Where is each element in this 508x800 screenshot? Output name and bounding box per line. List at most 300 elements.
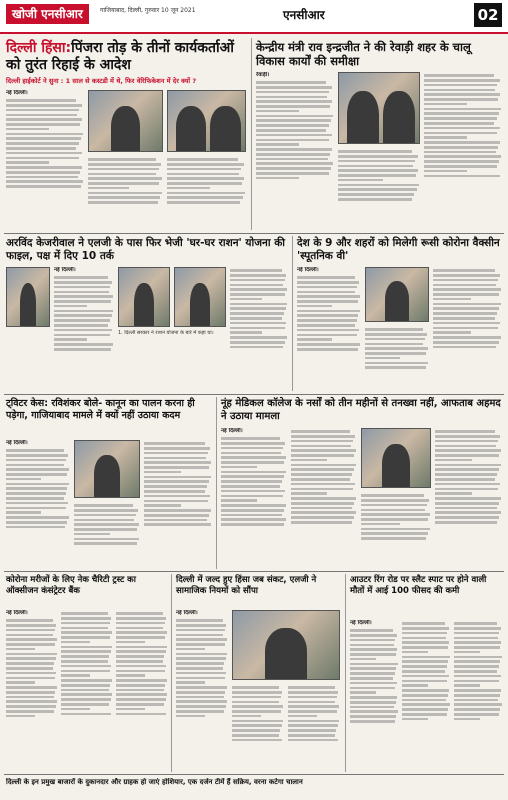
text-line (297, 334, 357, 337)
text-line (6, 109, 79, 112)
text-line (232, 734, 279, 737)
story-body-col2 (74, 502, 140, 568)
text-line (256, 162, 333, 165)
masthead-logo: खोजी एनसीआर (6, 4, 89, 24)
text-line (167, 196, 243, 199)
text-line (350, 696, 397, 699)
text-line (54, 319, 110, 322)
text-line (402, 641, 449, 644)
byline: नई दिल्ली। (297, 267, 319, 273)
text-line (221, 485, 280, 488)
text-line (297, 276, 355, 279)
text-line (61, 670, 110, 673)
text-line (116, 631, 167, 634)
text-line (338, 155, 418, 158)
text-line (402, 637, 446, 640)
story-body-col2 (338, 148, 420, 230)
text-line (232, 686, 279, 689)
text-line (433, 312, 497, 315)
text-line (350, 701, 396, 704)
text-line (116, 641, 145, 644)
text-line (54, 300, 111, 303)
text-line (288, 734, 335, 737)
text-line (288, 691, 338, 694)
story-body-col2 (232, 684, 284, 770)
text-line (435, 440, 498, 443)
text-line (176, 686, 227, 689)
text-line (61, 708, 90, 711)
text-line (424, 103, 467, 106)
text-line (6, 715, 35, 718)
text-line (54, 314, 112, 317)
text-line (230, 327, 285, 330)
text-line (167, 192, 245, 195)
story-subhead: दिल्ली हाईकोर्ट ने सुना : 1 साल से कस्टडी में थे, फिर वेरिफिकेशन में देर क्यों ? (6, 77, 197, 85)
text-line (435, 502, 499, 505)
text-line (6, 147, 76, 150)
text-line (6, 137, 81, 140)
story-photo-3 (174, 267, 226, 327)
text-line (424, 155, 501, 158)
text-line (433, 336, 501, 339)
text-line (232, 729, 280, 732)
text-line (361, 532, 428, 535)
text-line (176, 677, 225, 680)
story-headline: केन्द्रीय मंत्री राव इन्द्रजीत ने की रेवाड़ी शहर के चालू विकास कार्यों की समीक्षा (256, 40, 471, 68)
text-line (6, 686, 57, 689)
text-line (221, 466, 257, 469)
text-line (61, 684, 110, 687)
text-line (424, 175, 500, 178)
text-line (256, 86, 332, 89)
text-line (433, 327, 498, 330)
text-line (232, 691, 282, 694)
text-line (350, 706, 394, 709)
text-line (54, 348, 111, 351)
text-line (144, 476, 211, 479)
story-body (350, 620, 398, 770)
text-line (74, 533, 110, 536)
text-line (350, 663, 398, 666)
text-line (61, 655, 109, 658)
text-line (256, 81, 326, 84)
text-line (221, 480, 282, 483)
story-body (176, 610, 228, 770)
byline: नई दिल्ली। (6, 610, 28, 616)
text-line (256, 100, 332, 103)
story-body-col3 (167, 156, 246, 230)
text-line (88, 163, 161, 166)
text-line (365, 362, 428, 365)
text-line (350, 715, 396, 718)
text-line (297, 286, 357, 289)
text-line (288, 705, 339, 708)
text-line (6, 700, 57, 703)
text-line (6, 619, 53, 622)
text-line (291, 440, 353, 443)
text-line (6, 638, 57, 641)
text-line (350, 667, 396, 670)
text-line (6, 104, 82, 107)
text-line (176, 696, 224, 699)
text-line (402, 656, 450, 659)
story-body-col3 (144, 440, 212, 568)
text-line (88, 201, 158, 204)
text-line (402, 675, 449, 678)
text-line (221, 456, 286, 459)
story-body (6, 440, 70, 568)
text-line (350, 691, 376, 694)
text-line (116, 665, 166, 668)
text-line (424, 79, 500, 82)
text-line (144, 447, 210, 450)
text-line (6, 161, 49, 164)
text-line (297, 324, 355, 327)
text-line (338, 160, 415, 163)
text-line (291, 430, 350, 433)
text-line (6, 487, 67, 490)
text-line (435, 430, 495, 433)
text-line (6, 497, 64, 500)
text-line (350, 687, 395, 690)
text-line (144, 504, 181, 507)
text-line (176, 667, 223, 670)
text-line (167, 177, 244, 180)
story-photo (6, 267, 50, 327)
text-line (88, 187, 129, 190)
text-line (338, 150, 412, 153)
text-line (361, 537, 426, 540)
text-line (221, 490, 285, 493)
text-line (433, 298, 471, 301)
text-line (176, 657, 226, 660)
text-line (176, 624, 226, 627)
text-line (454, 641, 501, 644)
text-line (176, 710, 224, 713)
text-line (256, 129, 326, 132)
text-line (230, 331, 262, 334)
text-line (256, 96, 327, 99)
text-line (221, 442, 285, 445)
text-line (6, 657, 56, 660)
text-line (6, 653, 57, 656)
text-line (288, 720, 339, 723)
text-line (54, 276, 108, 279)
text-line (74, 519, 134, 522)
story-photo (361, 428, 431, 488)
text-line (402, 699, 446, 702)
text-line (116, 679, 167, 682)
story-body-col2 (291, 428, 357, 568)
text-line (6, 629, 55, 632)
text-line (54, 295, 113, 298)
story-headline: दिल्ली के इन प्रमुख बाजारों के दुकानदार और ग्राहक हो जाएं होशियार, एक दर्जन टीमें हैं सक्रिय, वरना कटेगा चालान (6, 778, 303, 786)
text-line (6, 171, 80, 174)
text-line (6, 643, 55, 646)
text-line (6, 459, 66, 462)
story-body-col3 (116, 610, 168, 770)
text-line (256, 139, 329, 142)
text-line (291, 459, 327, 462)
text-line (291, 445, 351, 448)
text-line (424, 132, 497, 135)
text-line (176, 619, 223, 622)
text-line (176, 653, 227, 656)
text-line (221, 437, 280, 440)
text-line (256, 167, 331, 170)
text-line (6, 526, 65, 529)
text-line (116, 612, 163, 615)
text-line (144, 442, 205, 445)
text-line (297, 338, 332, 341)
story-photo-2 (118, 267, 170, 327)
text-line (288, 710, 337, 713)
text-line (6, 624, 56, 627)
text-line (221, 471, 286, 474)
text-line (54, 329, 112, 332)
text-line (6, 691, 55, 694)
text-line (230, 312, 284, 315)
story-body-col2 (365, 326, 429, 391)
text-line (350, 710, 398, 713)
text-line (402, 622, 445, 625)
text-line (350, 629, 393, 632)
byline: नई दिल्ली। (6, 440, 28, 446)
text-line (291, 511, 356, 514)
text-line (338, 165, 413, 168)
masthead-dateline: गाजियाबाद, दिल्ली, गुरुवार 10 जून 2021 (100, 7, 196, 14)
text-line (402, 703, 450, 706)
text-line (88, 192, 162, 195)
text-line (424, 146, 498, 149)
masthead (0, 0, 508, 34)
text-line (230, 317, 282, 320)
text-line (6, 454, 68, 457)
text-line (291, 454, 354, 457)
text-line (230, 322, 286, 325)
text-line (402, 689, 449, 692)
text-line (116, 660, 163, 663)
text-line (402, 684, 428, 687)
story-headline: आउटर रिंग रोड पर स्लैट स्पाट पर होने वाली मौतों में आई 100 फीसद की कमी (350, 575, 487, 596)
text-line (116, 684, 165, 687)
text-line (61, 650, 111, 653)
text-line (402, 632, 447, 635)
text-line (61, 631, 112, 634)
story-body-col3 (454, 620, 502, 770)
text-line (54, 310, 113, 313)
text-line (256, 124, 329, 127)
text-line (230, 346, 283, 349)
story-photo (232, 610, 340, 680)
text-line (116, 646, 167, 649)
text-line (297, 314, 358, 317)
text-line (291, 507, 352, 510)
text-line (256, 110, 299, 113)
text-line (435, 464, 501, 467)
text-line (435, 468, 499, 471)
text-line (6, 152, 82, 155)
text-line (291, 502, 354, 505)
story-body (6, 610, 58, 770)
text-line (167, 182, 242, 185)
text-line (291, 478, 350, 481)
text-line (297, 310, 360, 313)
story-body-col2 (402, 620, 450, 770)
text-line (6, 677, 55, 680)
text-line (291, 468, 354, 471)
text-line (176, 648, 205, 651)
text-line (424, 160, 499, 163)
text-line (454, 718, 480, 721)
text-line (88, 168, 159, 171)
text-line (288, 701, 335, 704)
text-line (256, 119, 331, 122)
text-line (424, 84, 497, 87)
text-line (256, 153, 330, 156)
byline: नई दिल्ली। (6, 90, 28, 96)
text-line (167, 163, 244, 166)
text-line (144, 480, 209, 483)
text-line (6, 473, 67, 476)
text-line (350, 639, 395, 642)
text-line (256, 143, 299, 146)
text-line (365, 347, 428, 350)
story-photo (365, 267, 429, 322)
text-line (365, 338, 425, 341)
text-line (116, 713, 166, 716)
text-line (433, 288, 501, 291)
text-line (365, 366, 426, 369)
text-line (256, 158, 328, 161)
text-line (454, 708, 500, 711)
text-line (256, 91, 329, 94)
text-line (256, 177, 299, 180)
text-line (6, 180, 83, 183)
text-line (361, 528, 430, 531)
text-line (232, 696, 281, 699)
text-line (424, 165, 497, 168)
text-line (61, 689, 109, 692)
text-line (435, 511, 501, 514)
text-line (350, 677, 393, 680)
story-body-col3 (433, 267, 502, 391)
text-line (350, 682, 397, 685)
text-line (454, 637, 498, 640)
text-line (230, 303, 287, 306)
text-line (433, 274, 500, 277)
story-body (6, 90, 84, 230)
text-line (6, 667, 53, 670)
text-line (221, 447, 283, 450)
text-line (288, 715, 317, 718)
text-line (6, 185, 81, 188)
text-line (454, 689, 501, 692)
story-body-col2 (88, 156, 163, 230)
text-line (454, 632, 499, 635)
text-line (435, 516, 499, 519)
photo-caption: 1. दिल्ली सरकार ने राशन योजना के बारे में कहा था। (118, 330, 214, 336)
text-line (6, 449, 64, 452)
text-line (361, 494, 424, 497)
text-line (435, 445, 496, 448)
text-line (116, 670, 165, 673)
text-line (6, 142, 79, 145)
text-line (144, 490, 205, 493)
text-line (402, 665, 447, 668)
text-line (144, 461, 211, 464)
text-line (221, 499, 257, 502)
text-line (167, 173, 239, 176)
text-line (61, 698, 111, 701)
story-body-col4 (435, 428, 502, 568)
byline: नई दिल्ली। (221, 428, 243, 434)
text-line (402, 660, 448, 663)
text-line (361, 499, 429, 502)
text-line (221, 514, 282, 517)
text-line (433, 341, 499, 344)
text-line (167, 187, 210, 190)
text-line (74, 523, 139, 526)
text-line (288, 696, 337, 699)
text-line (433, 317, 495, 320)
text-line (338, 184, 419, 187)
text-line (424, 151, 496, 154)
text-line (6, 492, 66, 495)
text-line (435, 449, 501, 452)
text-line (291, 492, 327, 495)
text-line (167, 158, 238, 161)
text-line (144, 452, 208, 455)
text-line (116, 693, 167, 696)
text-line (144, 485, 207, 488)
headline-red-prefix: दिल्ली हिंसा: (6, 40, 72, 56)
text-line (144, 500, 208, 503)
text-line (88, 158, 156, 161)
byline: नई दिल्ली। (176, 610, 198, 616)
text-line (288, 729, 336, 732)
text-line (54, 324, 108, 327)
text-line (116, 617, 166, 620)
text-line (365, 333, 427, 336)
text-line (402, 627, 449, 630)
text-line (144, 514, 209, 517)
text-line (297, 281, 359, 284)
text-line (176, 681, 205, 684)
text-line (297, 305, 332, 308)
text-line (424, 108, 501, 111)
text-line (232, 739, 282, 742)
text-line (435, 483, 500, 486)
story-body (297, 267, 361, 391)
text-line (144, 471, 181, 474)
text-line (88, 182, 159, 185)
text-line (176, 634, 223, 637)
text-line (6, 521, 67, 524)
story-body-col3 (288, 684, 340, 770)
text-line (74, 509, 138, 512)
text-line (350, 648, 397, 651)
text-line (424, 170, 467, 173)
text-line (116, 689, 164, 692)
text-line (297, 291, 355, 294)
text-line (230, 279, 285, 282)
text-line (361, 513, 430, 516)
text-line (232, 715, 261, 718)
text-line (365, 328, 423, 331)
text-line (54, 338, 87, 341)
text-line (433, 284, 496, 287)
